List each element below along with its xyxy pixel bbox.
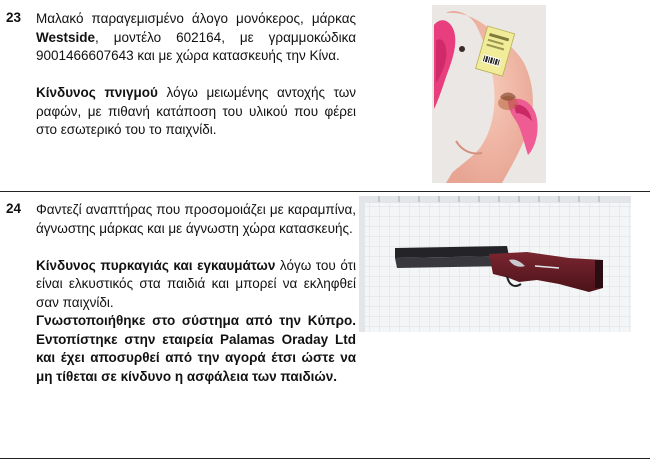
item-text [36,201,356,386]
item-number: 23 [6,10,22,25]
item-divider [0,191,650,192]
risk-label: Κίνδυνος πνιγμού [36,85,158,100]
item-divider [0,458,650,459]
product-photo-unicorn [432,5,546,183]
item-description: Μαλακό παραγεμισμένο άλογο μονόκερος, μάρκας Westside, μοντέλο 602164, με γραμμοκώδικα 9001466607643 και με χώρα κατασκευής την Κίνα. [36,11,356,63]
item-number: 24 [6,201,22,216]
notification-text: Γνωστοποιήθηκε στο σύστημα από την Κύπρο. Εντοπίστηκε στην εταιρεία Palamas Oraday Ltd και έχει αποσυρθεί από την αγορά έτσι ώστε να μη τίθεται σε κίνδυνο η ασφάλεια των παιδιών. [36,313,356,384]
item-text [36,10,356,140]
item-description: Φαντεζί αναπτήρας που προσομοιάζει με καραμπίνα, άγνωστης μάρκας και με άγνωστη χώρα κατασκευής. [36,202,356,236]
item-risk: Κίνδυνος πνιγμού λόγω μειωμένης αντοχής των ραφών, με πιθανή κατάποση του υλικού που φέρει στο εσωτερικό του το παιχνίδι. [36,85,357,137]
risk-label: Κίνδυνος πυρκαγιάς και εγκαυμάτων [36,257,276,273]
product-photo-lighter-rifle [359,196,631,332]
item-risk: Κίνδυνος πυρκαγιάς και εγκαυμάτων λόγω του ότι είναι ελκυστικός στα παιδιά και μπορεί να εκληφθεί σαν παιχνίδι. [36,257,357,310]
brand-name: Westside [36,29,96,45]
